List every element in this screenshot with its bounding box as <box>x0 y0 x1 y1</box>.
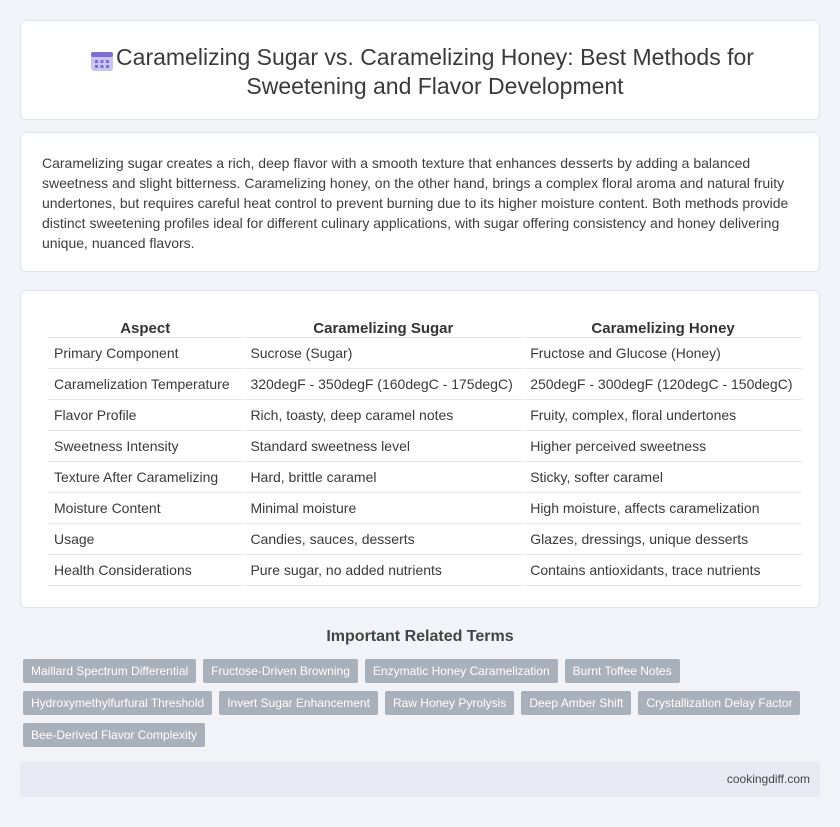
header-honey: Caramelizing Honey <box>524 316 802 338</box>
cell-sugar: Pure sugar, no added nutrients <box>244 555 522 586</box>
related-terms-title: Important Related Terms <box>326 628 514 645</box>
cell-aspect: Moisture Content <box>48 493 242 524</box>
term-tag[interactable]: Raw Honey Pyrolysis <box>385 691 514 715</box>
term-tag[interactable]: Maillard Spectrum Differential <box>23 659 196 683</box>
term-tag[interactable]: Bee-Derived Flavor Complexity <box>23 723 205 747</box>
cell-aspect: Flavor Profile <box>48 400 242 431</box>
comparison-card <box>20 290 820 608</box>
term-tag[interactable]: Fructose-Driven Browning <box>203 659 358 683</box>
cell-honey: 250degF - 300degF (120degC - 150degC) <box>524 369 802 400</box>
summary-card <box>20 132 820 272</box>
footer-site-link[interactable]: cookingdiff.com <box>726 772 810 786</box>
header-sugar: Caramelizing Sugar <box>244 316 522 338</box>
cell-honey: High moisture, affects caramelization <box>524 493 802 524</box>
table-row <box>48 400 802 431</box>
cell-aspect: Usage <box>48 524 242 555</box>
cell-honey: Fructose and Glucose (Honey) <box>524 338 802 369</box>
cell-sugar: Rich, toasty, deep caramel notes <box>244 400 522 431</box>
table-header-row <box>48 316 802 338</box>
comparison-table <box>46 316 804 586</box>
cell-sugar: Sucrose (Sugar) <box>244 338 522 369</box>
cell-honey: Sticky, softer caramel <box>524 462 802 493</box>
term-tag[interactable]: Invert Sugar Enhancement <box>219 691 378 715</box>
related-terms-list <box>23 659 803 747</box>
title-card <box>20 20 820 120</box>
cell-aspect: Primary Component <box>48 338 242 369</box>
cell-sugar: Minimal moisture <box>244 493 522 524</box>
page-title: Caramelizing Sugar vs. Caramelizing Honey: Best Methods for Sweetening and Flavor Development <box>116 44 754 99</box>
cell-sugar: 320degF - 350degF (160degC - 175degC) <box>244 369 522 400</box>
cell-aspect: Sweetness Intensity <box>48 431 242 462</box>
cell-aspect: Texture After Caramelizing <box>48 462 242 493</box>
footer <box>20 762 820 797</box>
cell-honey: Contains antioxidants, trace nutrients <box>524 555 802 586</box>
table-row <box>48 431 802 462</box>
cell-aspect: Health Considerations <box>48 555 242 586</box>
table-row <box>48 462 802 493</box>
term-tag[interactable]: Burnt Toffee Notes <box>565 659 680 683</box>
summary-text: Caramelizing sugar creates a rich, deep flavor with a smooth texture that enhances desserts by adding a balanced sweetness and slight bitterness. Caramelizing honey, on the other hand, brings a complex floral aroma and natural fruity undertones, but requires careful heat control to prevent burning due to its higher moisture content. Both methods provide distinct sweetening profiles ideal for different culinary applications, with sugar offering consistency and honey delivering unique, nuanced flavors. <box>42 155 789 251</box>
table-row <box>48 369 802 400</box>
cell-honey: Fruity, complex, floral undertones <box>524 400 802 431</box>
cell-aspect: Caramelization Temperature <box>48 369 242 400</box>
term-tag[interactable]: Deep Amber Shift <box>521 691 631 715</box>
term-tag[interactable]: Hydroxymethylfurfural Threshold <box>23 691 212 715</box>
table-row <box>48 524 802 555</box>
term-tag[interactable]: Enzymatic Honey Caramelization <box>365 659 558 683</box>
cell-honey: Higher perceived sweetness <box>524 431 802 462</box>
cell-sugar: Candies, sauces, desserts <box>244 524 522 555</box>
table-row <box>48 555 802 586</box>
cell-sugar: Standard sweetness level <box>244 431 522 462</box>
cell-sugar: Hard, brittle caramel <box>244 462 522 493</box>
table-row <box>48 338 802 369</box>
header-aspect: Aspect <box>48 316 242 338</box>
cell-honey: Glazes, dressings, unique desserts <box>524 524 802 555</box>
term-tag[interactable]: Crystallization Delay Factor <box>638 691 800 715</box>
table-row <box>48 493 802 524</box>
